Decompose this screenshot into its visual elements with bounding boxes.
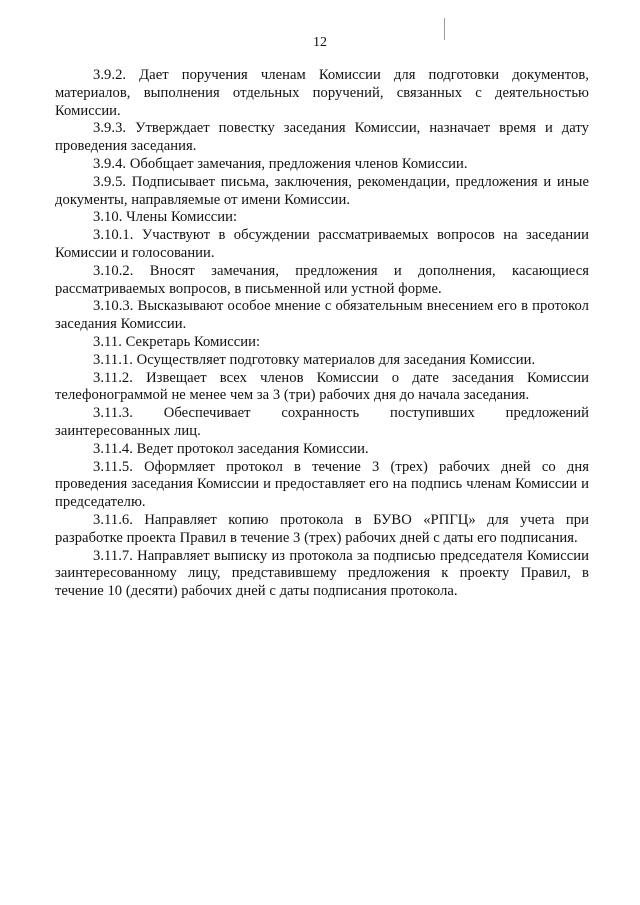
paragraph-3-11-5: 3.11.5. Оформляет протокол в течение 3 (трех) рабочих дней со дня проведения заседания Комиссии и предоставляет его на подпись членам Комиссии и председателю. [55, 458, 589, 511]
paragraph-3-9-4: 3.9.4. Обобщает замечания, предложения членов Комиссии. [93, 155, 468, 172]
paragraph-3-10-1: 3.10.1. Участвуют в обсуждении рассматриваемых вопросов на заседании Комиссии и голосовании. [55, 227, 589, 261]
paragraph-3-11-1: 3.11.1. Осуществляет подготовку материалов для заседания Комиссии. [93, 351, 536, 368]
paragraph-3-10-3: 3.10.3. Высказывают особое мнение с обязательным внесением его в протокол заседания Комиссии. [55, 298, 589, 333]
paragraph-3-9-3: 3.9.3. Утверждает повестку заседания Комиссии, назначает время и дату проведения заседания. [55, 120, 589, 155]
paragraph-3-11-4: 3.11.4. Ведет протокол заседания Комиссии. [93, 440, 369, 457]
paragraph-3-11-2: 3.11.2. Извещает всех членов Комиссии о дате заседания Комиссии телефонограммой не менее чем за 3 (три) рабочих дня до начала заседания. [55, 369, 589, 404]
paragraph-3-9-5: 3.9.5. Подписывает письма, заключения, рекомендации, предложения и иные документы, направляемые от имени Комиссии. [55, 173, 589, 208]
paragraph-3-11-7: 3.11.7. Направляет выписку из протокола за подписью председателя Комиссии заинтересованному лицу, представившему предложения к проекту Правил, в течение 10 (десяти) рабочих дней с даты подписания протокола. [55, 547, 589, 600]
paragraph-3-11: 3.11. Секретарь Комиссии: [93, 333, 261, 350]
paragraph-3-10-2: 3.10.2. Вносят замечания, предложения и дополнения, касающиеся рассматриваемых вопросов, в письменной или устной форме. [55, 262, 589, 297]
page-number: 12 [313, 35, 327, 50]
paragraph-3-10: 3.10. Члены Комиссии: [93, 209, 238, 226]
paragraph-3-11-6: 3.11.6. Направляет копию протокола в БУВО «РПГЦ» для учета при разработке проекта Правил в течение 3 (трех) рабочих дней с даты его подписания. [55, 511, 589, 546]
document-body [55, 67, 589, 601]
paragraph-3-11-3: 3.11.3. Обеспечивает сохранность поступивших предложений заинтересованных лиц. [55, 405, 589, 439]
paragraph-3-9-2: 3.9.2. Дает поручения членам Комиссии для подготовки документов, материалов, выполнения отдельных поручений, связанных с деятельностью Комиссии. [55, 67, 589, 119]
